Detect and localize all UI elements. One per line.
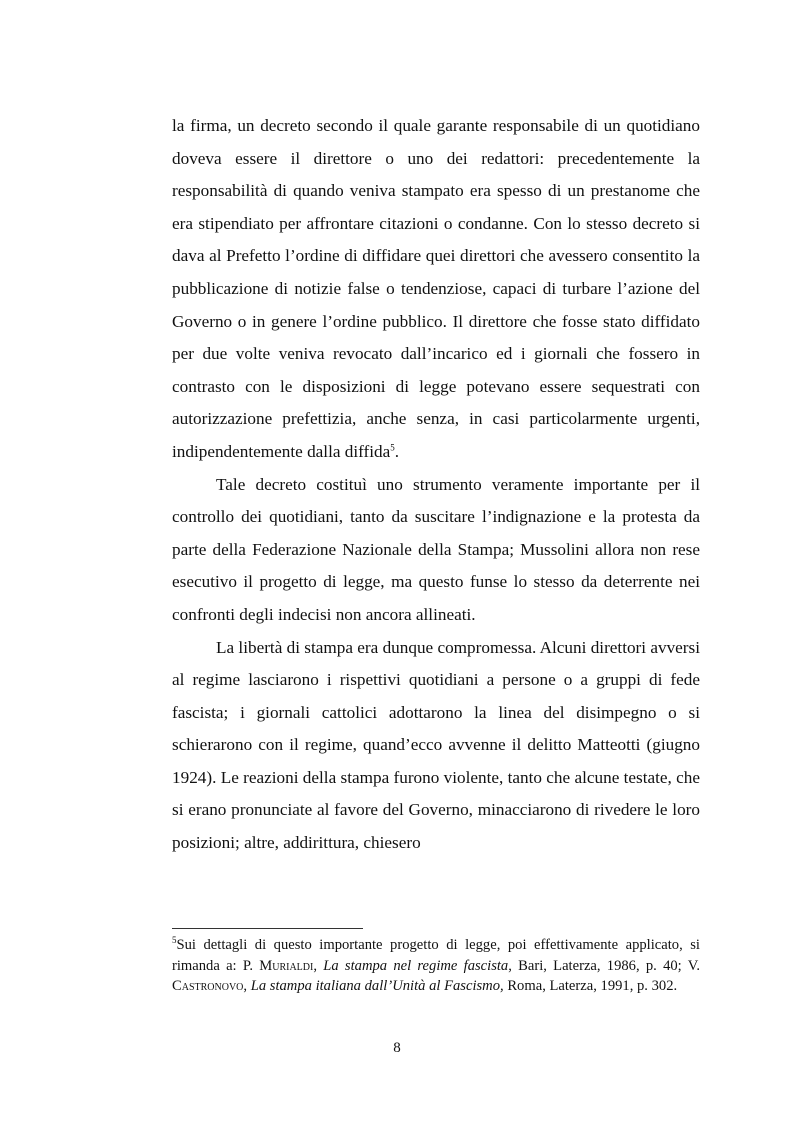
paragraph-1-end: . <box>394 441 400 461</box>
footnote-author-1: Murialdi <box>259 957 314 974</box>
footnote-reference[interactable]: 5 <box>390 442 395 453</box>
footnote-details-2: Roma, Laterza, 1991, p. 302. <box>507 978 678 994</box>
footnote-number: 5 <box>172 935 177 946</box>
page-number: 8 <box>393 1040 401 1056</box>
paragraph-3: La libertà di stampa era dunque compromessa. Alcuni direttori avversi al regime lasciarono i rispettivi quotidiani a persone o a gruppi di fede fascista; i giornali cattolici adottarono la linea del disimpegno o si schierarono con il regime, quand’ecco avvenne il delitto Matteotti (giugno 1924). Le reazioni della stampa furono violente, tanto che alcune testate, che si erano pronunciate al favore del Governo, minacciarono di rivedere le loro posizioni; altre, addirittura, chiesero <box>172 637 700 853</box>
footnote-intro: Sui dettagli di questo importante progetto di legge, poi effettivamente applicato, si rimanda a: P. <box>172 937 700 974</box>
footnote: $^5$Sui dettagli di questo importante progetto di legge, poi effettivamente applicato, si rimanda a: P. Murialdi, La stampa nel regime fascista, Bari, Laterza, 1986, p. 40; V. Castronovo, La stampa italiana dall’Unità al Fascismo, Roma, Laterza, 1991, p. 302. <box>172 935 701 994</box>
footnote-details-1: , Bari, Laterza, 1986, p. 40; V. <box>508 957 701 974</box>
paragraph-2: Tale decreto costituì uno strumento veramente importante per il controllo dei quotidiani, tanto da suscitare l’indignazione e la protesta da parte della Federazione Nazionale della Stampa; Mussolini allora non rese esecutivo il progetto di legge, ma questo funse lo stesso da deterrente nei confronti degli indecisi non ancora allineati. <box>172 474 700 624</box>
paragraph-1-text: la firma, un decreto secondo il quale garante responsabile di un quotidiano doveva essere il direttore o uno dei redattori: precedentemente la responsabilità di quando veniva stampato era spesso di un prestanome che era stipendiato per affrontare citazioni o condanne. Con lo stesso decreto si dava al Prefetto l’ordine di diffidare quei direttori che avessero consentito la pubblicazione di notizie false o tendenziose, capaci di turbare l’azione del Governo o in genere l’ordine pubblico. Il direttore che fosse stato diffidato per due volte veniva revocato dall’incarico ed i giornali che fossero in contrasto con le disposizioni di legge potevano essere sequestrati con autorizzazione prefettizia, anche senza, in casi particolarmente urgenti, indipendentemente dalla diffida <box>172 116 700 461</box>
footnote-title-1: La stampa nel regime fascista <box>323 957 509 974</box>
main-text <box>172 110 700 860</box>
footnote-separator <box>172 928 363 929</box>
footnote-title-2: La stampa italiana dall’Unità al Fascismo, <box>250 978 504 994</box>
paragraph-1 <box>172 110 700 469</box>
footnote-author-2: Castronovo <box>172 978 244 994</box>
